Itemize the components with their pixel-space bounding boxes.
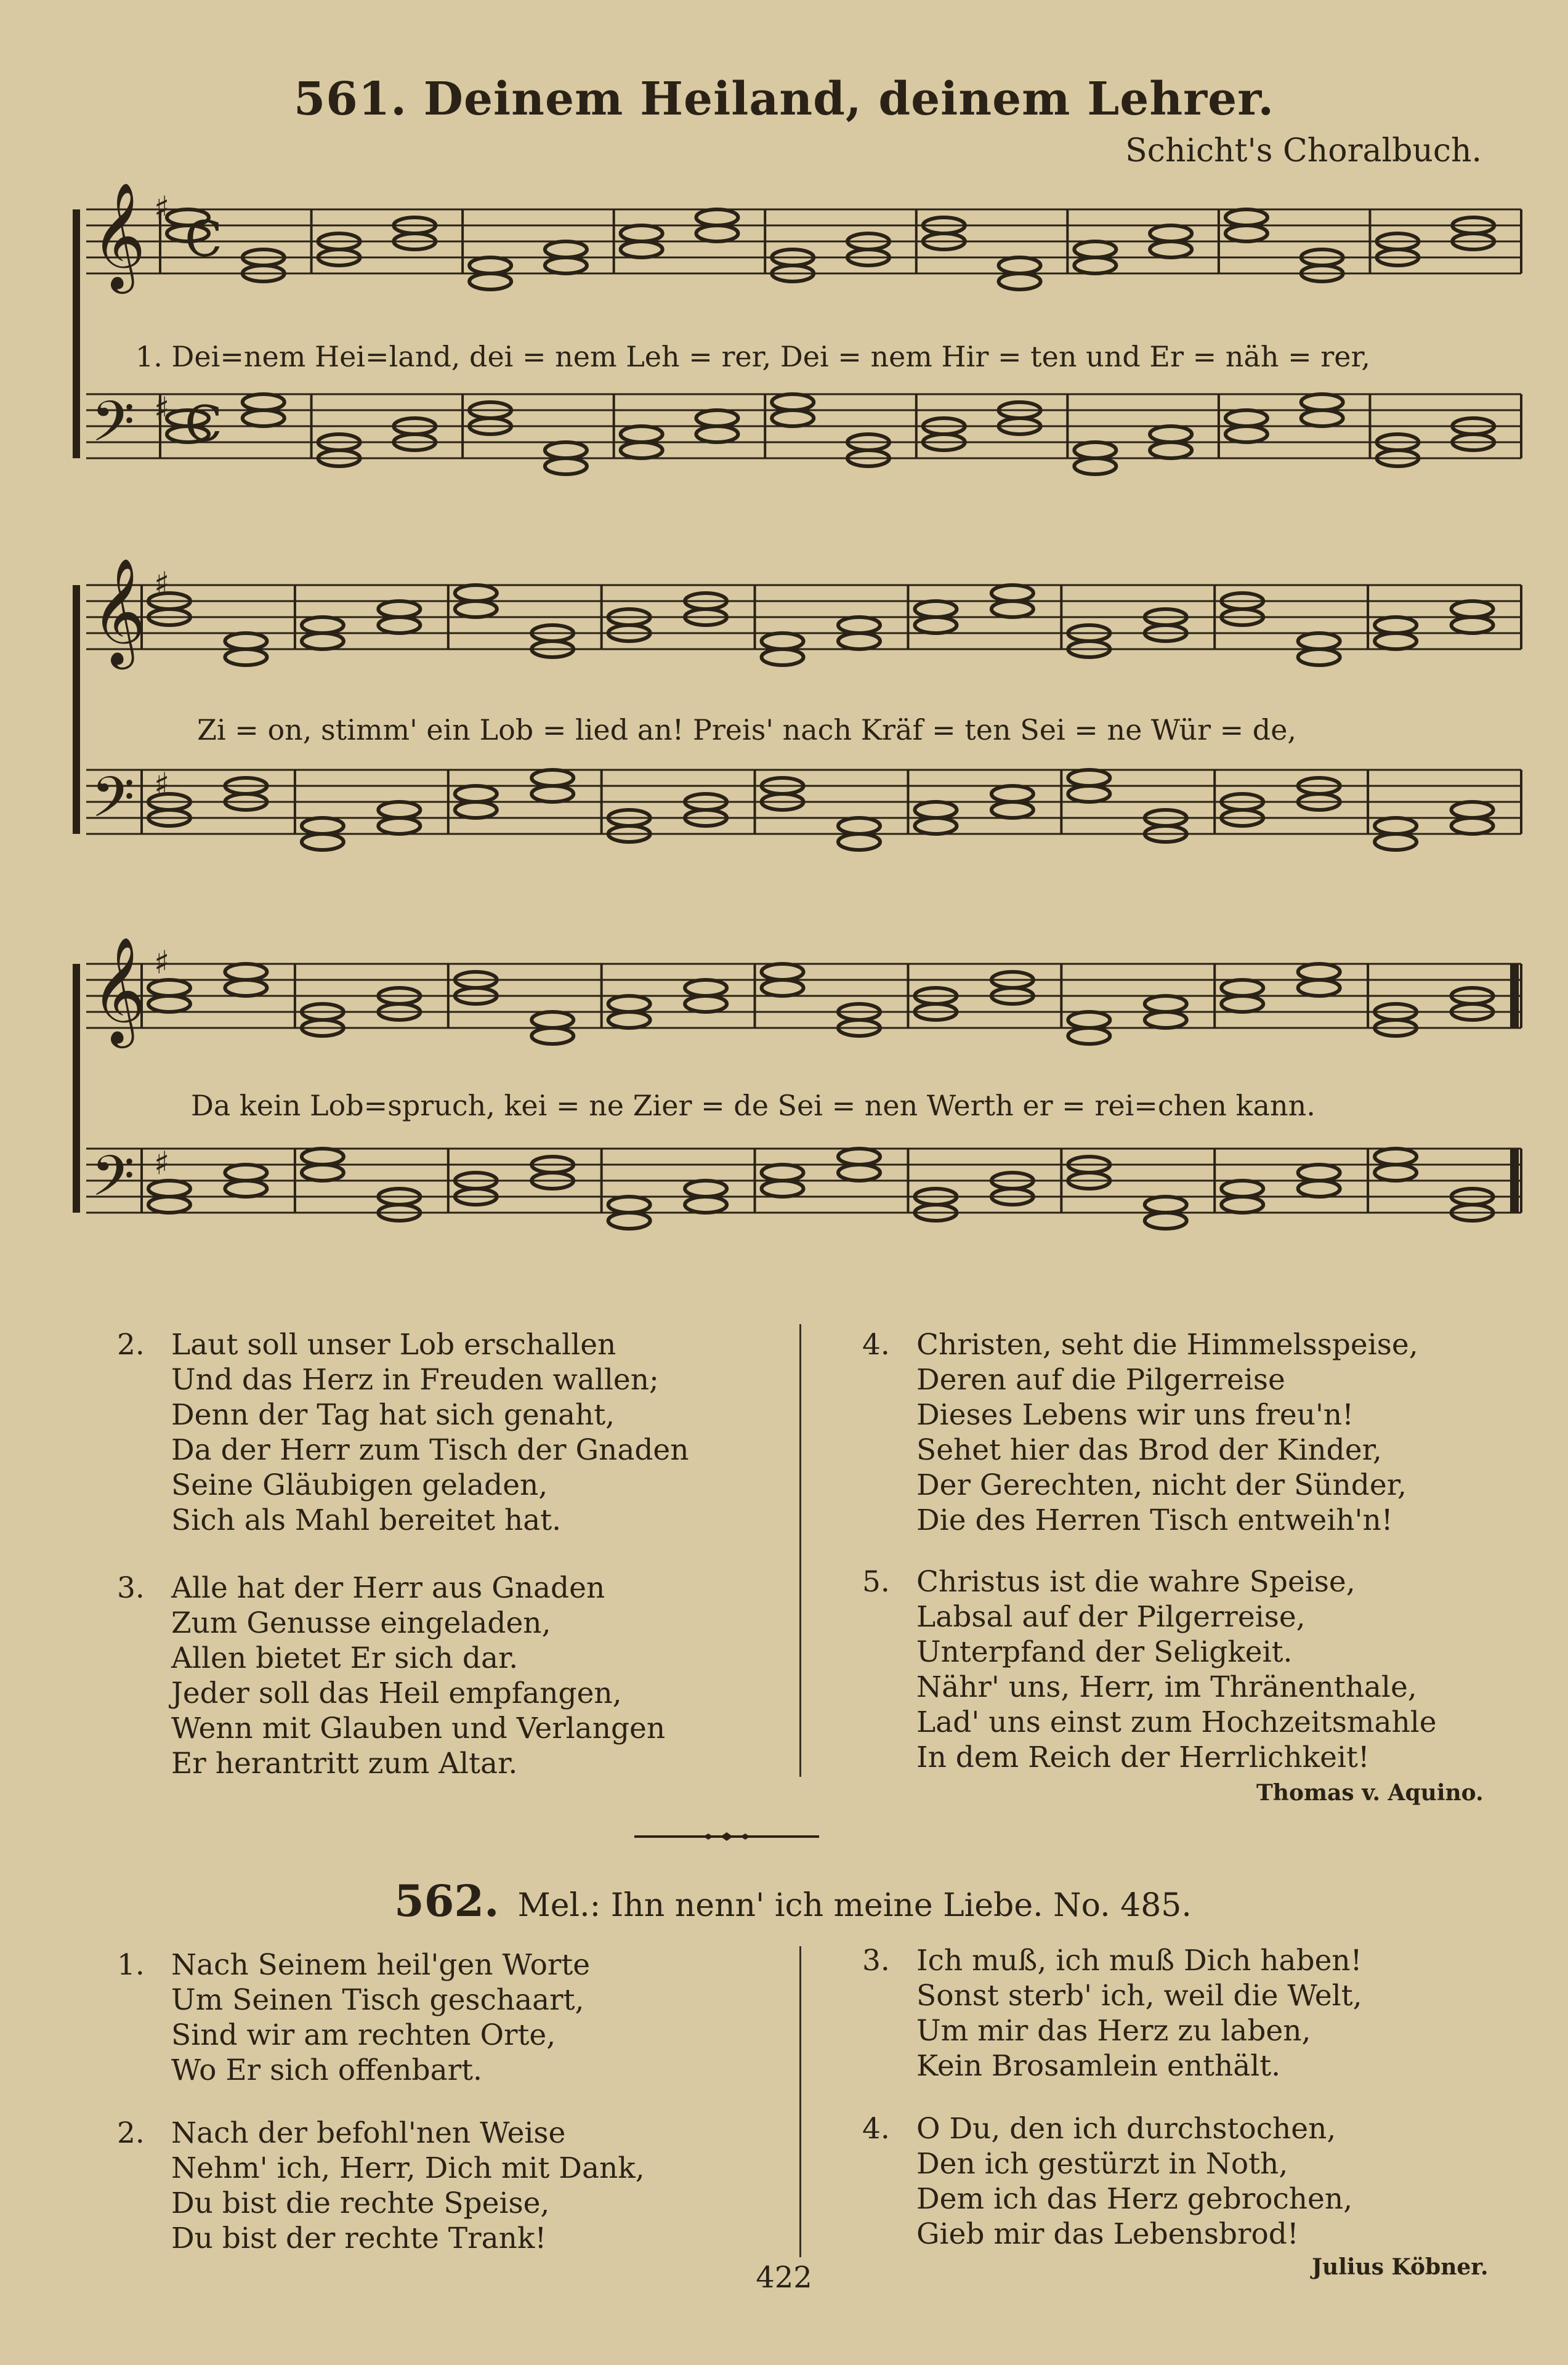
verse-line: Sind wir am rechten Orte, [171, 2018, 556, 2052]
note-head [225, 649, 267, 665]
note-head [696, 209, 738, 225]
hymn-561-title: 561. Deinem Heiland, deinem Lehrer. [293, 73, 1275, 126]
verse-line: Die des Herren Tisch entweih'n! [916, 1503, 1393, 1537]
note-head [762, 1181, 804, 1197]
note-head [148, 996, 190, 1012]
note-head [838, 818, 880, 834]
verse-line: Nach der befohl'nen Weise [171, 2116, 566, 2150]
note-head [762, 964, 804, 980]
note-head [621, 442, 663, 458]
note-head [225, 1181, 267, 1197]
note-head [1298, 1181, 1340, 1197]
sharp-sign: ♯ [154, 766, 170, 804]
note-head [378, 601, 420, 617]
note-head [455, 601, 497, 617]
note-head [762, 649, 804, 665]
note-head [531, 770, 573, 786]
sharp-sign: ♯ [154, 1145, 170, 1182]
note-head [999, 273, 1041, 289]
note-head [148, 1181, 190, 1197]
note-head [1068, 770, 1110, 786]
verse-line: Um mir das Herz zu laben, [916, 2014, 1311, 2048]
note-head [1074, 442, 1116, 458]
note-head [545, 257, 587, 273]
note-head [685, 1181, 727, 1197]
verse-line: Jeder soll das Heil empfangen, [171, 1676, 622, 1710]
verse-line: Christus ist die wahre Speise, [916, 1565, 1356, 1599]
verse-line: Sehet hier das Brod der Kinder, [916, 1433, 1382, 1467]
note-head [1074, 241, 1116, 257]
hymn-562-header [394, 1875, 1192, 1926]
note-head [1298, 1165, 1340, 1181]
note-head [378, 617, 420, 633]
verse-line: Und das Herz in Freuden wallen; [171, 1363, 659, 1397]
verse-line: In dem Reich der Herrlichkeit! [916, 1740, 1370, 1774]
note-head [1298, 980, 1340, 996]
verse-line: Der Gerechten, nicht der Sünder, [916, 1468, 1407, 1502]
note-head [685, 996, 727, 1012]
note-head [762, 980, 804, 996]
bass-clef: 𝄢 [91, 764, 135, 844]
verse-line: Sonst sterb' ich, weil die Welt, [916, 1979, 1362, 2013]
verse-line: Wenn mit Glauben und Verlangen [171, 1712, 666, 1745]
hymn-561-source: Schicht's Choralbuch. [1125, 132, 1482, 169]
page-number: 422 [756, 2260, 812, 2295]
note-head [838, 1165, 880, 1181]
sharp-sign: ♯ [154, 190, 170, 227]
verse-line: Christen, seht die Himmelsspeise, [916, 1328, 1418, 1362]
verse-line: Kein Brosamlein enthält. [916, 2049, 1281, 2083]
note-head [608, 1197, 650, 1213]
note-head [696, 410, 738, 426]
note-head [1221, 980, 1263, 996]
note-head [1301, 394, 1343, 410]
note-head [378, 818, 420, 834]
verse-line: Nach Seinem heil'gen Worte [171, 1948, 591, 1982]
note-head [1452, 818, 1493, 834]
note-head [621, 225, 663, 241]
lyric-line-1: 1. Dei=nem Hei=land, dei = nem Leh = rer, Dei = nem Hir = ten und Er = näh = rer, [135, 340, 1370, 373]
note-head [1221, 1197, 1263, 1213]
time-signature: C [185, 395, 223, 453]
note-head [838, 1149, 880, 1165]
note-head [1375, 818, 1416, 834]
note-head [915, 601, 956, 617]
note-head [1452, 802, 1493, 818]
note-head [685, 1197, 727, 1213]
sharp-sign: ♯ [154, 944, 170, 982]
note-head [455, 802, 497, 818]
note-head [1226, 426, 1267, 442]
note-head [1226, 410, 1267, 426]
verse-number: 1. [117, 1948, 145, 1982]
note-head [1298, 964, 1340, 980]
note-head [1375, 1165, 1416, 1181]
hymn-562-melody: Mel.: Ihn nenn' ich meine Liebe. No. 485. [517, 1887, 1192, 1924]
note-head [915, 802, 956, 818]
verse-line: Laut soll unser Lob erschallen [171, 1328, 616, 1362]
note-head [1074, 257, 1116, 273]
note-head [1150, 426, 1192, 442]
note-head [1221, 996, 1263, 1012]
hymn-562-number: 562. [394, 1875, 499, 1926]
time-signature: C [185, 210, 223, 268]
note-head [1150, 225, 1192, 241]
note-head [1226, 209, 1267, 225]
note-head [1226, 225, 1267, 241]
note-head [148, 980, 190, 996]
verse-line: Dieses Lebens wir uns freu'n! [916, 1398, 1354, 1432]
verse-line: Du bist der rechte Trank! [171, 2221, 547, 2255]
note-head [455, 786, 497, 802]
note-head [302, 633, 344, 649]
verse-line: Allen bietet Er sich dar. [171, 1641, 519, 1675]
note-head [608, 1213, 650, 1229]
note-head [1150, 241, 1192, 257]
note-head [762, 1165, 804, 1181]
note-head [992, 585, 1033, 601]
note-head [1068, 786, 1110, 802]
verse-line: Denn der Tag hat sich genaht, [171, 1398, 615, 1432]
final-barline [1510, 964, 1519, 1028]
treble-clef: 𝄞 [91, 936, 146, 1044]
note-head [531, 1028, 573, 1044]
note-head [915, 617, 956, 633]
note-head [225, 980, 267, 996]
verse-number: 3. [117, 1571, 145, 1605]
verse-number: 4. [862, 2112, 890, 2146]
note-head [1068, 1028, 1110, 1044]
note-head [696, 426, 738, 442]
verse-line: Lad' uns einst zum Hochzeitsmahle [916, 1705, 1437, 1739]
final-barline [1510, 1149, 1519, 1213]
note-head [1068, 1012, 1110, 1028]
sharp-sign: ♯ [154, 390, 170, 428]
verse-line: Unterpfand der Seligkeit. [916, 1635, 1293, 1669]
note-head [469, 257, 511, 273]
note-head [696, 225, 738, 241]
treble-clef: 𝄞 [91, 182, 146, 289]
note-head [992, 786, 1033, 802]
note-head [1375, 633, 1416, 649]
note-head [1150, 442, 1192, 458]
verse-line: Seine Gläubigen geladen, [171, 1468, 548, 1502]
column-divider [799, 1324, 801, 1777]
note-head [243, 410, 285, 426]
note-head [762, 633, 804, 649]
note-head [1375, 1149, 1416, 1165]
note-head [999, 257, 1041, 273]
verse-number: 2. [117, 1328, 145, 1362]
verse-line: Nehm' ich, Herr, Dich mit Dank, [171, 2151, 645, 2185]
sharp-sign: ♯ [154, 565, 170, 603]
note-head [1452, 617, 1493, 633]
note-head [455, 585, 497, 601]
lyric-line-2: Zi = on, stimm' ein Lob = lied an! Preis' nach Kräf = ten Sei = ne Wür = de, [197, 713, 1297, 746]
verse-line: Deren auf die Pilgerreise [916, 1363, 1285, 1397]
note-head [772, 410, 814, 426]
note-head [302, 834, 344, 850]
verse-line: O Du, den ich durchstochen, [916, 2112, 1336, 2146]
note-head [772, 394, 814, 410]
note-head [915, 818, 956, 834]
note-head [378, 802, 420, 818]
bass-clef: 𝄢 [91, 1143, 135, 1223]
verse-number: 3. [862, 1944, 890, 1978]
note-head [302, 818, 344, 834]
note-head [225, 964, 267, 980]
verse-line: Labsal auf der Pilgerreise, [916, 1600, 1306, 1634]
note-head [1074, 458, 1116, 474]
note-head [1301, 410, 1343, 426]
note-head [621, 241, 663, 257]
note-head [243, 394, 285, 410]
note-head [1298, 649, 1340, 665]
column-divider [799, 1946, 801, 2257]
note-head [148, 1197, 190, 1213]
note-head [545, 458, 587, 474]
note-head [469, 273, 511, 289]
verse-line: Wo Er sich offenbart. [171, 2053, 482, 2087]
note-head [838, 834, 880, 850]
note-head [302, 617, 344, 633]
verse-line: Ich muß, ich muß Dich haben! [916, 1944, 1362, 1978]
note-head [1375, 617, 1416, 633]
lyric-line-3: Da kein Lob=spruch, kei = ne Zier = de Sei = nen Werth er = rei=chen kann. [191, 1089, 1315, 1122]
note-head [531, 786, 573, 802]
note-head [225, 1165, 267, 1181]
note-head [1145, 1213, 1187, 1229]
bass-clef: 𝄢 [91, 389, 135, 468]
verse-line: Zum Genusse eingeladen, [171, 1606, 551, 1640]
note-head [302, 1149, 344, 1165]
verse-line: Den ich gestürzt in Noth, [916, 2147, 1288, 2181]
note-head [608, 996, 650, 1012]
verse-line: Er herantritt zum Altar. [171, 1747, 518, 1781]
note-head [992, 601, 1033, 617]
verse-number: 5. [862, 1565, 890, 1599]
note-head [1145, 1197, 1187, 1213]
note-head [545, 241, 587, 257]
note-head [1145, 996, 1187, 1012]
verse-line: Sich als Mahl bereitet hat. [171, 1503, 562, 1537]
hymn-562-author: Julius Köbner. [1312, 2254, 1489, 2280]
section-separator [634, 1830, 819, 1843]
verse-line: Gieb mir das Lebensbrod! [916, 2217, 1299, 2251]
note-head [838, 633, 880, 649]
verse-line: Alle hat der Herr aus Gnaden [171, 1571, 605, 1605]
note-head [992, 802, 1033, 818]
note-head [838, 617, 880, 633]
note-head [608, 1012, 650, 1028]
verse-line: Um Seinen Tisch geschaart, [171, 1983, 584, 2017]
note-head [545, 442, 587, 458]
note-head [302, 1165, 344, 1181]
note-head [225, 633, 267, 649]
note-head [1145, 1012, 1187, 1028]
verse-line: Da der Herr zum Tisch der Gnaden [171, 1433, 689, 1467]
verse-line: Dem ich das Herz gebrochen, [916, 2182, 1353, 2216]
treble-clef: 𝄞 [91, 557, 146, 665]
note-head [685, 980, 727, 996]
note-head [621, 426, 663, 442]
verse-number: 4. [862, 1328, 890, 1362]
note-head [1221, 1181, 1263, 1197]
verse-number: 2. [117, 2116, 145, 2150]
note-head [1298, 633, 1340, 649]
verse-line: Nähr' uns, Herr, im Thränenthale, [916, 1670, 1417, 1704]
verse-line: Du bist die rechte Speise, [171, 2186, 550, 2220]
note-head [1375, 834, 1416, 850]
hymn-561-author: Thomas v. Aquino. [1256, 1780, 1484, 1806]
note-head [1452, 601, 1493, 617]
note-head [531, 1012, 573, 1028]
